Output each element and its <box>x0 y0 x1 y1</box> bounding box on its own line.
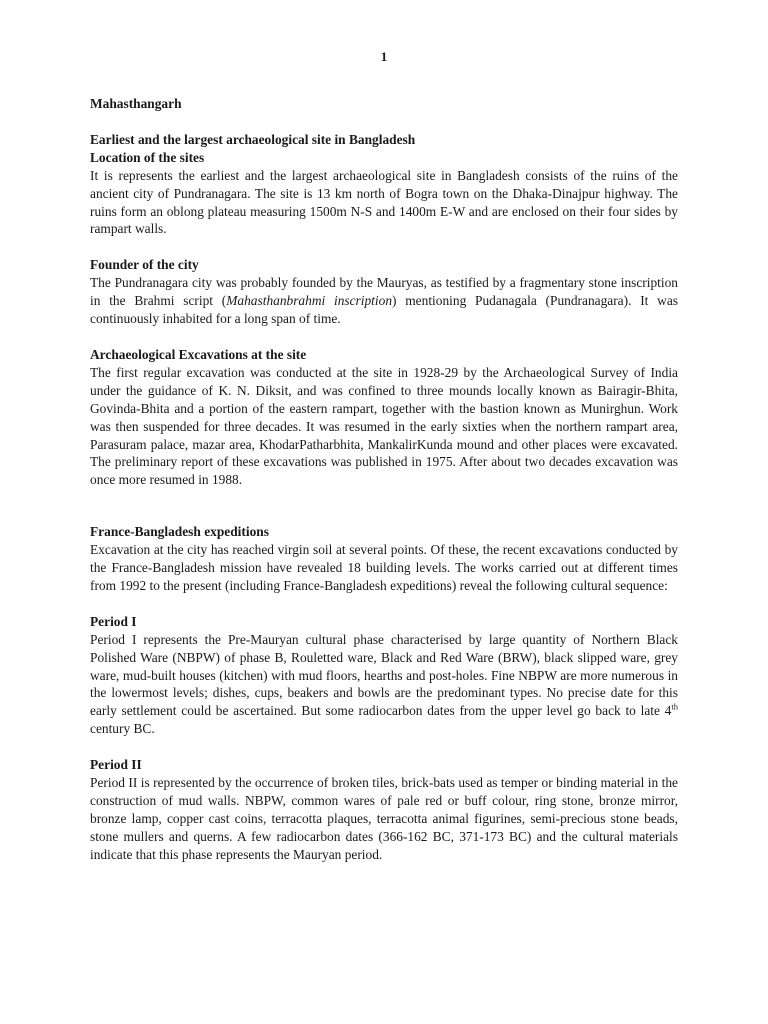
heading-location: Location of the sites <box>90 149 205 165</box>
paragraph-period-1 <box>90 631 678 738</box>
document-title: Mahasthangarh <box>90 96 182 111</box>
founder-text-b: ) mentioning Pudanagala (Pundranagara). It was continuously inhabited for a long span of time. <box>90 293 678 327</box>
paragraph-location: It is represents the earliest and the largest archaeological site in Bangladesh consists of the ruins of the ancient city of Pundranagara. The site is 13 km north of Bogra town on the Dhaka-Dinajpur highway. The ruins form an oblong plateau measuring 1500m N-S and 1400m E-W and are enclosed on their four sides by rampart walls. <box>90 167 678 237</box>
paragraph-founder <box>90 274 678 328</box>
inscription-name: Mahasthanbrahmi inscription <box>226 293 393 309</box>
paragraph-france-bangladesh: Excavation at the city has reached virgin soil at several points. Of these, the recent excavations conducted by the France-Bangladesh mission have revealed 18 building levels. The works carried out at different times from 1992 to the present (including France-Bangladesh expeditions) reveal the following cultural sequence: <box>90 542 678 593</box>
heading-excavations: Archaeological Excavations at the site <box>90 346 307 362</box>
paragraph-period-2: Period II is represented by the occurrence of broken tiles, brick-bats used as temper or binding material in the construction of mud walls. NBPW, common wares of pale red or buff colour, ring stone, bronze mirror, bronze lamp, copper cast coins, terracotta plaques, terracotta animal figurines, semi-precious stone beads, stone mullers and querns. A few radiocarbon dates (366-162 BC, 371-173 BC) and the cultural materials indicate that this phase represents the Mauryan period. <box>90 775 678 862</box>
document-subtitle: Earliest and the largest archaeological site in Bangladesh <box>90 131 416 147</box>
heading-founder: Founder of the city <box>90 257 199 273</box>
paragraph-excavations: The first regular excavation was conducted at the site in 1928-29 by the Archaeological Survey of India under the guidance of K. N. Diksit, and was confined to three mounds locally known as Bairagir-Bhita, Govinda-Bhita and a portion of the eastern rampart, together with the bastion known as Munirghun. Work was then suspended for three decades. It was resumed in the early sixties when the northern rampart area, Parasuram palace, mazar area, KhodarPatharbhita, MankalirKunda mound and other places were excavated. The preliminary report of these excavations was published in 1975. After about two decades excavation was once more resumed in 1988. <box>90 364 678 488</box>
superscript-th: th <box>671 701 678 712</box>
document-body <box>90 95 678 864</box>
heading-period-1: Period I <box>90 613 137 629</box>
period-1-text-b: century BC. <box>90 721 155 737</box>
heading-france-bangladesh: France-Bangladesh expeditions <box>90 524 269 540</box>
heading-period-2: Period II <box>90 757 142 773</box>
page-number: 1 <box>380 49 388 64</box>
period-1-text-a: Period I represents the Pre-Mauryan cultural phase characterised by large quantity of Northern Black Polished Ware (NBPW) of phase B, Rouletted ware, Black and Red Ware (BRW), black slipped ware, grey ware, mud-built houses (kitchen) with mud floors, hearths and post-holes. Fine NBPW are more numerous in the lowermost levels; dishes, cups, beakers and bowls are the predominant types. No precise date for this early settlement could be ascertained. But some radiocarbon dates from the upper level go back to late 4 <box>90 631 678 719</box>
founder-text-a: The Pundranagara city was probably founded by the Mauryas, as testified by a fragmentary stone inscription in the Brahmi script ( <box>90 275 678 309</box>
